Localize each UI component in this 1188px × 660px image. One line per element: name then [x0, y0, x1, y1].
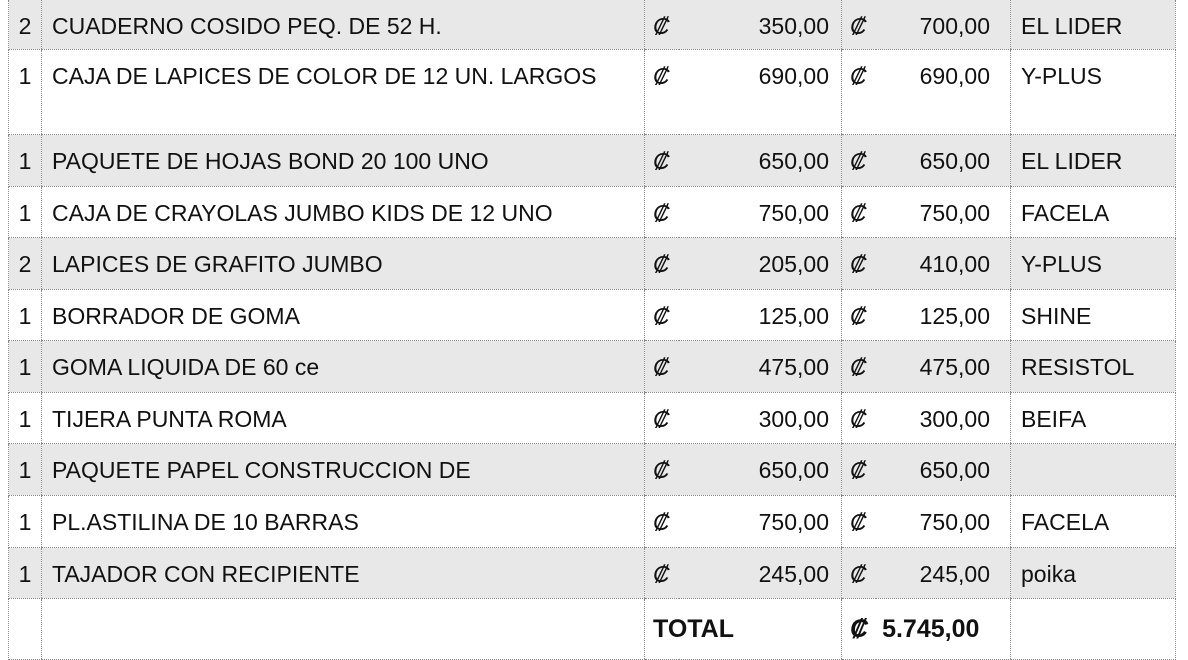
brand-cell	[1011, 393, 1176, 444]
brand-cell-text: SHINE	[1021, 303, 1092, 329]
qty-cell	[9, 50, 42, 135]
unit-price-cell	[679, 50, 842, 135]
description-cell	[42, 341, 645, 393]
total-label-cell	[645, 599, 842, 660]
total-currency-symbol-text: ₡	[850, 509, 867, 535]
qty-cell	[9, 290, 42, 341]
brand-cell-text: Y-PLUS	[1021, 63, 1102, 89]
line-total-cell-text: 650,00	[919, 457, 990, 483]
description-cell	[42, 444, 645, 496]
line-total-cell-text: 410,00	[919, 251, 990, 277]
qty-cell-text: 1	[18, 509, 32, 535]
brand-cell-text	[1021, 444, 1175, 464]
description-cell	[42, 187, 645, 238]
total-currency-symbol-text: ₡	[850, 251, 867, 277]
table-row	[9, 548, 1176, 599]
unit-price-cell-text: 125,00	[758, 303, 829, 329]
line-total-cell	[876, 0, 1011, 50]
total-currency-symbol-text: ₡	[850, 13, 867, 39]
line-total-cell	[876, 444, 1011, 496]
table-row	[9, 393, 1176, 444]
table-body	[9, 0, 1176, 599]
unit-currency-symbol	[645, 187, 680, 238]
total-currency-symbol-text: ₡	[850, 200, 867, 226]
brand-cell	[1011, 135, 1176, 187]
brand-cell	[1011, 0, 1176, 50]
qty-cell	[9, 238, 42, 290]
total-currency-symbol	[842, 496, 877, 548]
unit-currency-symbol	[645, 50, 680, 135]
description-cell	[42, 393, 645, 444]
empty-brand-cell	[1011, 599, 1176, 660]
qty-cell	[9, 341, 42, 393]
unit-currency-symbol	[645, 393, 680, 444]
unit-price-cell	[679, 444, 842, 496]
unit-price-cell-text: 650,00	[758, 457, 829, 483]
unit-price-cell-text: 750,00	[758, 200, 829, 226]
empty-qty-cell	[9, 599, 42, 660]
qty-cell-text: 1	[18, 148, 32, 174]
brand-cell-text: EL LIDER	[1021, 13, 1123, 39]
brand-cell-text: FACELA	[1021, 200, 1110, 226]
brand-cell	[1011, 187, 1176, 238]
total-label: TOTAL	[653, 614, 735, 643]
line-total-cell-text: 750,00	[919, 200, 990, 226]
qty-cell	[9, 548, 42, 599]
total-currency-symbol-text: ₡	[850, 561, 867, 587]
table-row	[9, 50, 1176, 135]
table-row	[9, 444, 1176, 496]
unit-price-cell-text: 205,00	[758, 251, 829, 277]
brand-cell-text: EL LIDER	[1021, 148, 1123, 174]
table-row	[9, 341, 1176, 393]
total-currency-symbol-text: ₡	[850, 63, 867, 89]
brand-cell	[1011, 548, 1176, 599]
description-cell-text: TAJADOR CON RECIPIENTE	[52, 561, 360, 587]
qty-cell-text: 2	[18, 13, 32, 39]
total-currency-symbol-text: ₡	[850, 354, 867, 380]
total-currency-symbol	[842, 444, 877, 496]
line-total-cell-text: 650,00	[919, 148, 990, 174]
total-currency-symbol-text: ₡	[850, 457, 867, 483]
line-total-cell	[876, 50, 1011, 135]
unit-currency-symbol	[645, 341, 680, 393]
description-cell-text: CAJA DE LAPICES DE COLOR DE 12 UN. LARGOS	[52, 63, 597, 89]
unit-price-cell-text: 650,00	[758, 148, 829, 174]
unit-currency-symbol-text: ₡	[653, 148, 670, 174]
unit-price-cell	[679, 341, 842, 393]
brand-cell-text: BEIFA	[1021, 406, 1087, 432]
description-cell-text: TIJERA PUNTA ROMA	[52, 406, 287, 432]
total-currency-symbol	[842, 50, 877, 135]
unit-price-cell	[679, 135, 842, 187]
qty-cell	[9, 187, 42, 238]
line-total-cell	[876, 290, 1011, 341]
brand-cell	[1011, 238, 1176, 290]
table-row	[9, 135, 1176, 187]
line-total-cell	[876, 238, 1011, 290]
total-currency-symbol	[842, 135, 877, 187]
total-currency-symbol-text: ₡	[850, 148, 867, 174]
total-currency-symbol	[842, 341, 877, 393]
unit-currency-symbol-text: ₡	[653, 13, 670, 39]
empty-desc-cell	[42, 599, 645, 660]
line-total-cell	[876, 187, 1011, 238]
unit-price-cell-text: 245,00	[758, 561, 829, 587]
total-row	[9, 599, 1176, 660]
qty-cell	[9, 0, 42, 50]
qty-cell-text: 1	[18, 354, 32, 380]
line-total-cell	[876, 135, 1011, 187]
brand-cell-text: RESISTOL	[1021, 354, 1135, 380]
qty-cell-text: 1	[18, 561, 32, 587]
table-row	[9, 238, 1176, 290]
qty-cell	[9, 393, 42, 444]
line-total-cell-text: 300,00	[919, 406, 990, 432]
unit-currency-symbol-text: ₡	[653, 63, 670, 89]
supply-list-table	[8, 0, 1176, 660]
unit-price-cell-text: 690,00	[758, 63, 829, 89]
description-cell-text: PAQUETE DE HOJAS BOND 20 100 UNO	[52, 148, 489, 174]
line-total-cell	[876, 496, 1011, 548]
line-total-cell	[876, 341, 1011, 393]
line-total-cell-text: 690,00	[919, 63, 990, 89]
total-currency-symbol	[842, 238, 877, 290]
unit-price-cell-text: 750,00	[758, 509, 829, 535]
line-total-cell	[876, 393, 1011, 444]
total-currency-symbol	[842, 393, 877, 444]
unit-price-cell	[679, 238, 842, 290]
unit-currency-symbol-text: ₡	[653, 561, 670, 587]
qty-cell	[9, 444, 42, 496]
description-cell	[42, 238, 645, 290]
qty-cell	[9, 135, 42, 187]
description-cell-text: LAPICES DE GRAFITO JUMBO	[52, 251, 383, 277]
grand-total-cell	[842, 599, 1011, 660]
unit-currency-symbol-text: ₡	[653, 457, 670, 483]
line-total-cell-text: 475,00	[919, 354, 990, 380]
description-cell-text: CAJA DE CRAYOLAS JUMBO KIDS DE 12 UNO	[52, 200, 553, 226]
unit-currency-symbol	[645, 548, 680, 599]
table-row	[9, 187, 1176, 238]
unit-price-cell	[679, 290, 842, 341]
brand-cell	[1011, 50, 1176, 135]
qty-cell-text: 1	[18, 303, 32, 329]
unit-price-cell	[679, 393, 842, 444]
qty-cell-text: 1	[18, 63, 32, 89]
unit-currency-symbol-text: ₡	[653, 509, 670, 535]
unit-currency-symbol-text: ₡	[653, 406, 670, 432]
line-total-cell	[876, 548, 1011, 599]
grand-total-value: 5.745,00	[882, 614, 980, 643]
description-cell	[42, 50, 645, 135]
description-cell-text: BORRADOR DE GOMA	[52, 303, 300, 329]
unit-price-cell-text: 350,00	[758, 13, 829, 39]
line-total-cell-text: 245,00	[919, 561, 990, 587]
description-cell	[42, 290, 645, 341]
brand-cell	[1011, 444, 1176, 496]
qty-cell-text: 1	[18, 406, 32, 432]
brand-cell-text: FACELA	[1021, 509, 1110, 535]
table-row	[9, 0, 1176, 50]
description-cell-text: CUADERNO COSIDO PEQ. DE 52 H.	[52, 13, 442, 39]
brand-cell	[1011, 290, 1176, 341]
qty-cell	[9, 496, 42, 548]
unit-currency-symbol-text: ₡	[653, 354, 670, 380]
brand-cell	[1011, 496, 1176, 548]
unit-currency-symbol	[645, 496, 680, 548]
unit-currency-symbol	[645, 290, 680, 341]
line-total-cell-text: 750,00	[919, 509, 990, 535]
total-currency-symbol-text: ₡	[850, 406, 867, 432]
total-currency-symbol	[842, 0, 877, 50]
description-cell-text: PAQUETE PAPEL CONSTRUCCION DE	[52, 457, 471, 483]
currency-symbol: ₡	[850, 614, 869, 643]
unit-currency-symbol	[645, 135, 680, 187]
description-cell-text: GOMA LIQUIDA DE 60 ce	[52, 354, 320, 380]
unit-price-cell	[679, 548, 842, 599]
unit-currency-symbol-text: ₡	[653, 200, 670, 226]
description-cell	[42, 0, 645, 50]
brand-cell-text: poika	[1021, 561, 1076, 587]
line-total-cell-text: 700,00	[919, 13, 990, 39]
qty-cell-text: 1	[18, 200, 32, 226]
description-cell-text: PL.ASTILINA DE 10 BARRAS	[52, 509, 359, 535]
unit-currency-symbol-text: ₡	[653, 251, 670, 277]
unit-price-cell	[679, 496, 842, 548]
unit-currency-symbol	[645, 444, 680, 496]
line-total-cell-text: 125,00	[919, 303, 990, 329]
unit-price-cell-text: 475,00	[758, 354, 829, 380]
total-currency-symbol	[842, 290, 877, 341]
total-currency-symbol	[842, 548, 877, 599]
total-currency-symbol-text: ₡	[850, 303, 867, 329]
unit-currency-symbol	[645, 0, 680, 50]
qty-cell-text: 1	[18, 457, 32, 483]
unit-currency-symbol-text: ₡	[653, 303, 670, 329]
unit-price-cell	[679, 0, 842, 50]
brand-cell-text: Y-PLUS	[1021, 251, 1102, 277]
table-row	[9, 496, 1176, 548]
unit-currency-symbol	[645, 238, 680, 290]
unit-price-cell	[679, 187, 842, 238]
brand-cell	[1011, 341, 1176, 393]
qty-cell-text: 2	[18, 251, 32, 277]
unit-price-cell-text: 300,00	[758, 406, 829, 432]
description-cell	[42, 496, 645, 548]
description-cell	[42, 135, 645, 187]
total-currency-symbol	[842, 187, 877, 238]
table-row	[9, 290, 1176, 341]
description-cell	[42, 548, 645, 599]
